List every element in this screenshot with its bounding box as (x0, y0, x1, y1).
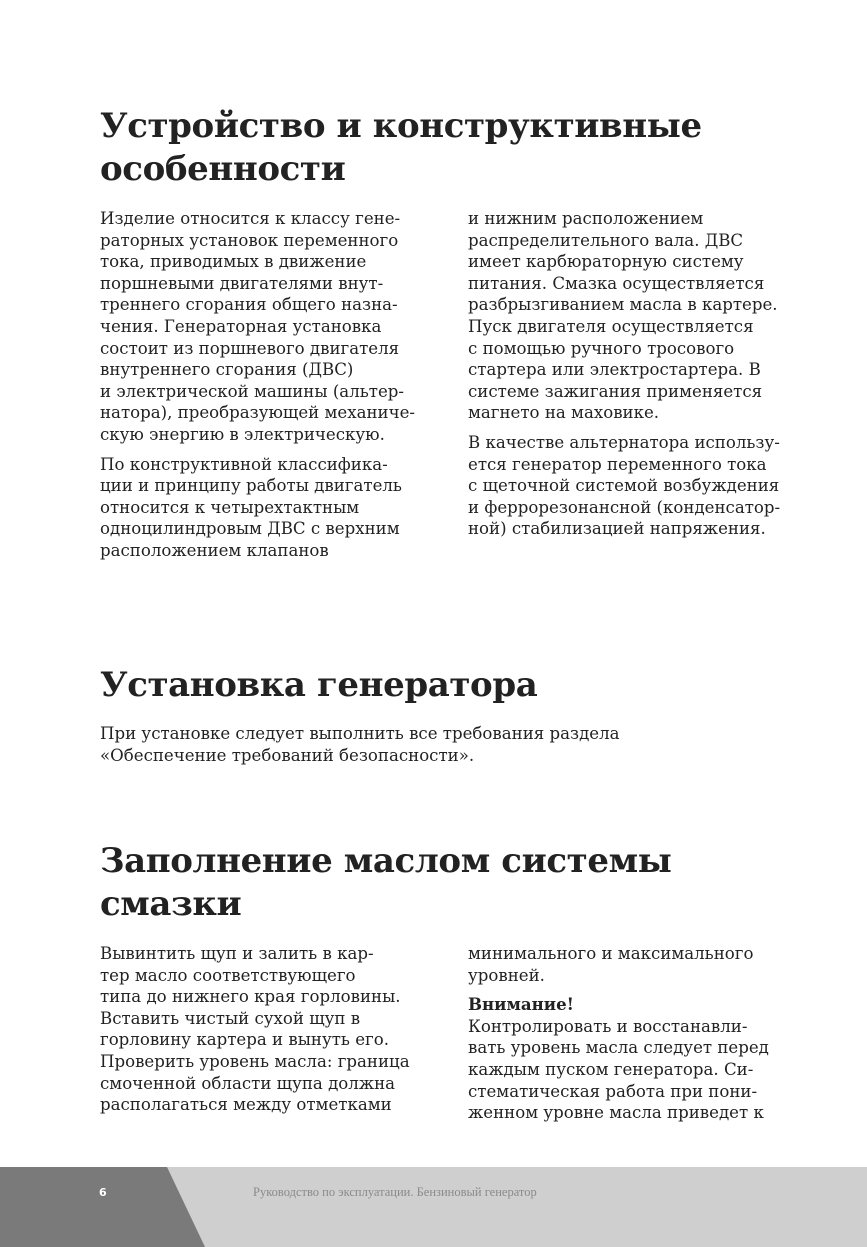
paragraph: Изделие относится к классу гене- раторных установок переменного тока, приводимых в движение поршневыми двигателями внут- треннего сгорания общего назна- чения. Генераторная установка состоит из поршневого двигателя внутреннего сгорания (ДВС) и электрической машины (альтер- натора), преобразующей механиче- скую энергию в электрическую. (100, 209, 415, 444)
oil-text-right-column (468, 943, 813, 1124)
paragraph: минимального и максимального уровней. (468, 944, 754, 985)
section-heading-design: Устройство и конструктивные особенности (100, 106, 702, 189)
design-text-left-column (100, 208, 445, 562)
design-text-right-column (468, 208, 813, 540)
page-footer (0, 1167, 867, 1247)
paragraph: При установке следует выполнить все требования раздела «Обеспечение требований безопасности». (100, 724, 620, 765)
installation-text (100, 723, 720, 766)
warning-paragraph: Внимание! Контролировать и восстанавли- вать уровень масла следует перед каждым пуском генератора. Си- стематическая работа при пони- женном уровне масла приведет к (468, 994, 813, 1124)
paragraph: В качестве альтернатора использу- ется генератор переменного тока с щеточной системой возбуждения и феррорезонансной (конденсатор- ной) стабилизацией напряжения. (468, 432, 781, 539)
section-heading-oil-filling: Заполнение маслом системы смазки (100, 841, 672, 924)
warning-label: Внимание! (468, 994, 574, 1015)
paragraph: Вывинтить щуп и залить в кар- тер масло соответствующего типа до нижнего края горловины. Вставить чистый сухой щуп в горловину картера и вынуть его. Проверить уровень масла: граница смоченной области щупа должна располагаться между отметками (100, 944, 410, 1115)
paragraph: и нижним расположением распределительного вала. ДВС имеет карбюраторную систему питания. Смазка осуществляется разбрызгиванием масла в картере. Пуск двигателя осуществляется с помощью ручного тросового стартера или электростартера. В системе зажигания применяется магнето на маховике. (468, 209, 778, 423)
page-number: 6 (99, 1186, 107, 1199)
footer-title: Руководство по эксплуатации. Бензиновый генератор (253, 1185, 537, 1199)
section-heading-installation: Установка генератора (100, 665, 538, 705)
oil-text-left-column (100, 943, 445, 1116)
paragraph: По конструктивной классифика- ции и принципу работы двигатель относится к четырехтактным одноцилиндровым ДВС с верхним расположением клапанов (100, 454, 402, 560)
